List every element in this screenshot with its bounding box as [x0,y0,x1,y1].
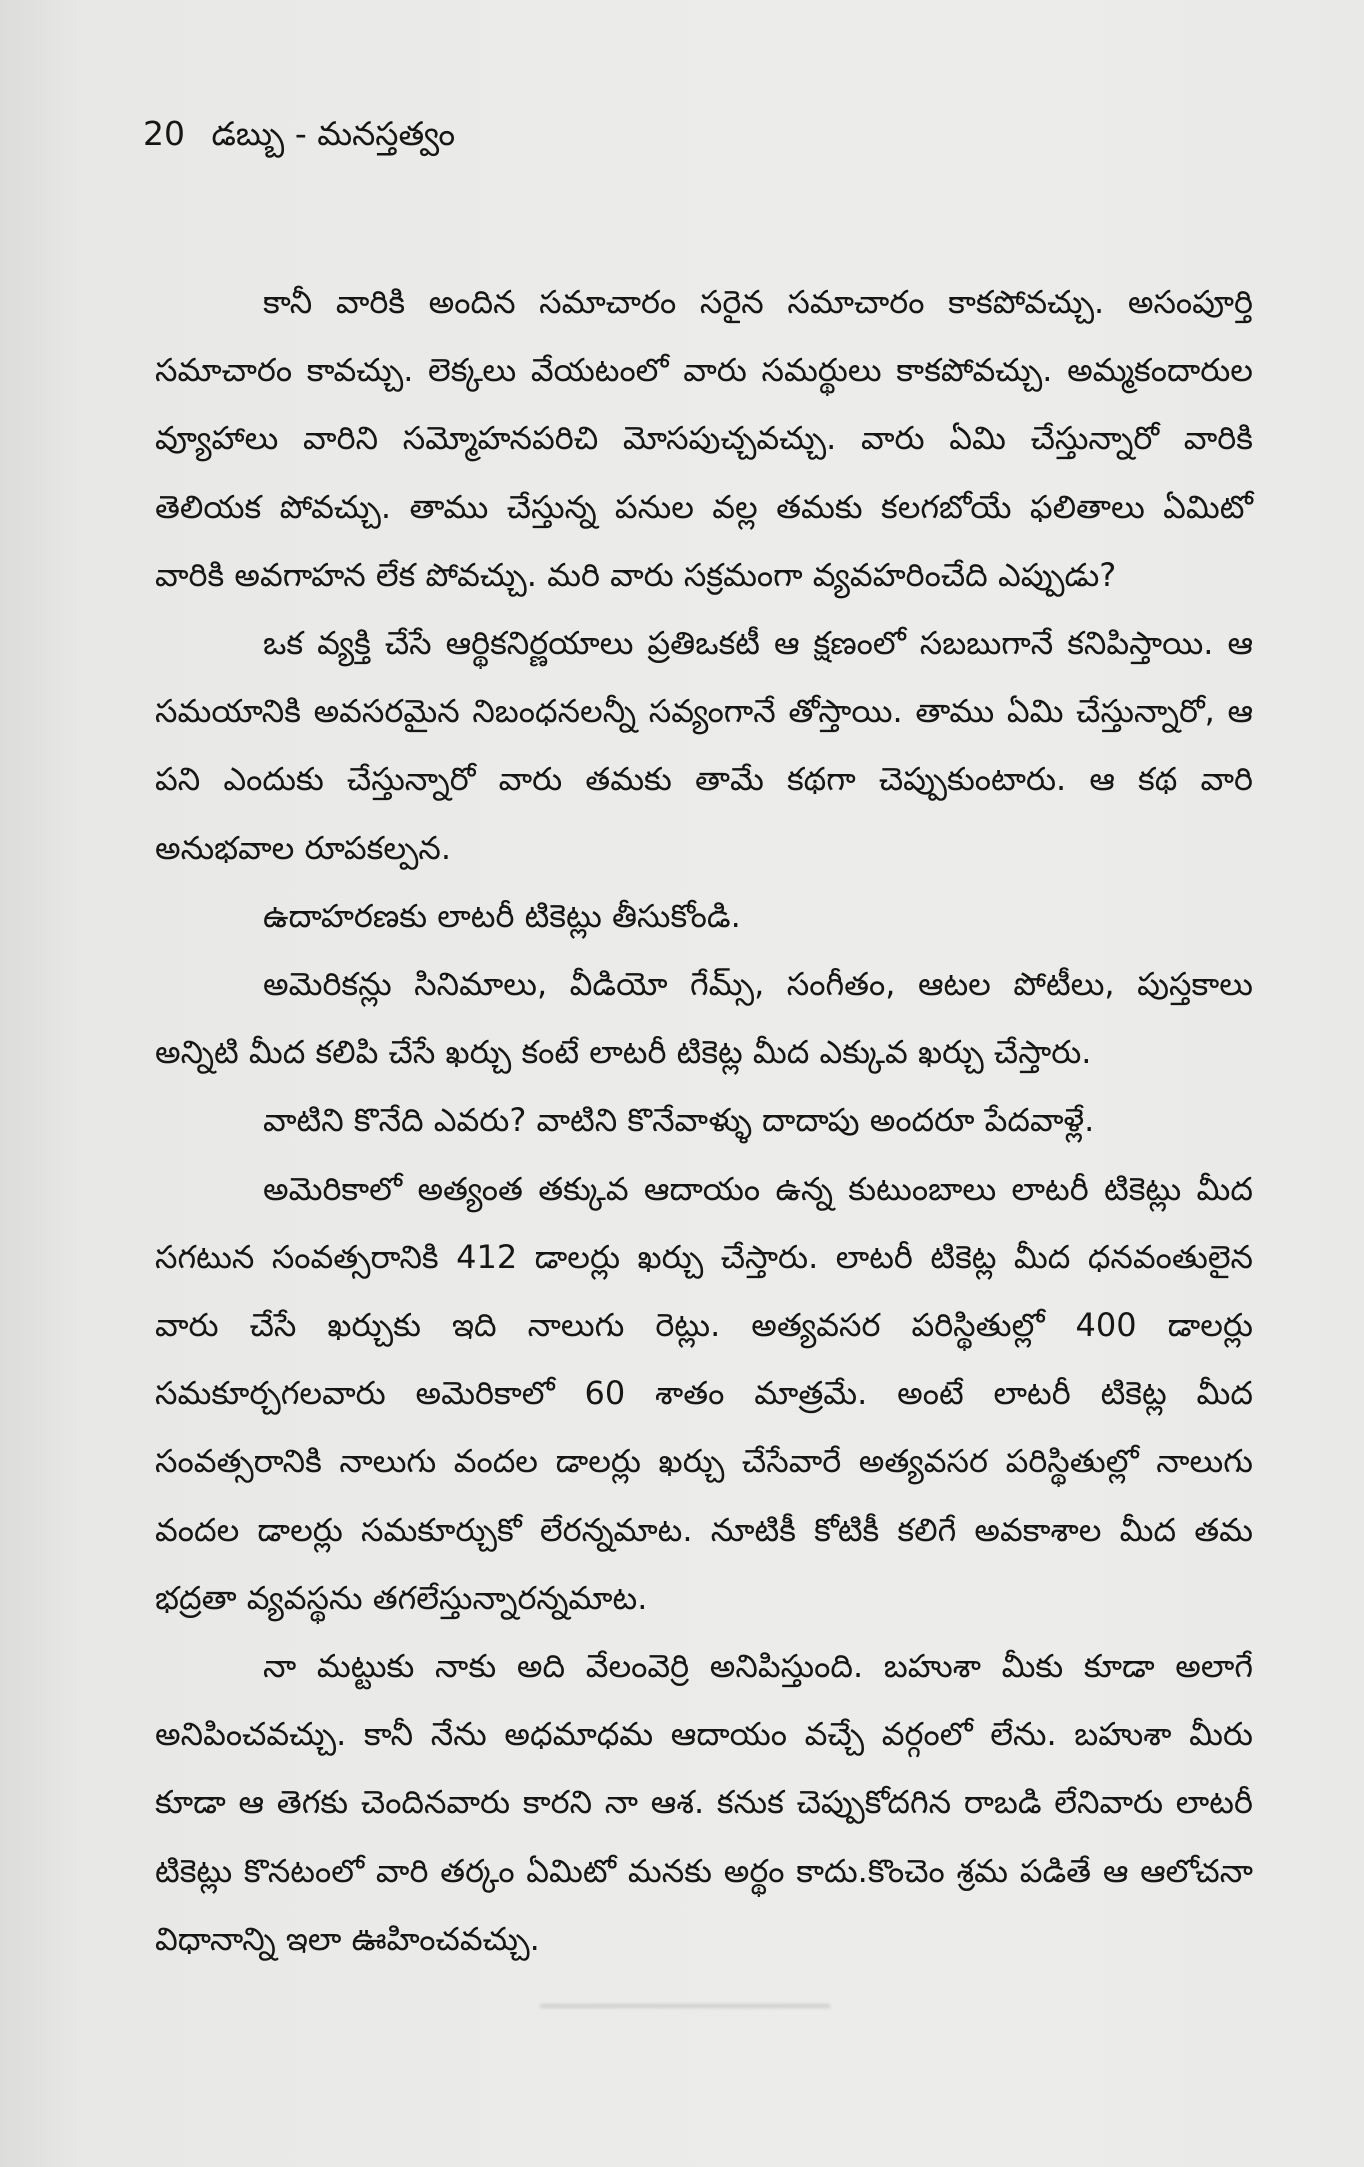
show-through-mark [540,2004,830,2008]
paragraph: అమెరికన్లు సినిమాలు, వీడియో గేమ్స్, సంగీతం, ఆటల పోటీలు, పుస్తకాలు అన్నిటి మీద కలిపి చేసే ఖర్చు కంటే లాటరీ టికెట్ల మీద ఎక్కువ ఖర్చు చేస్తారు. [155,965,1253,1072]
paragraph: కానీ వారికి అందిన సమాచారం సరైన సమాచారం కాకపోవచ్చు. అసంపూర్తి సమాచారం కావచ్చు. లెక్కలు వేయటంలో వారు సమర్థులు కాకపోవచ్చు. అమ్మకందారుల వ్యూహాలు వారిని సమ్మోహనపరిచి మోసపుచ్చవచ్చు. వారు ఏమి చేస్తున్నారో వారికి తెలియక పోవచ్చు. తాము చేస్తున్న పనుల వల్ల తమకు కలగబోయే ఫలితాలు ఏమిటో వారికి అవగాహన లేక పోవచ్చు. మరి వారు సక్రమంగా వ్యవహరించేది ఎప్పుడు? [155,283,1253,594]
paragraph: నా మట్టుకు నాకు అది వేలంవెర్రి అనిపిస్తుంది. బహుశా మీకు కూడా అలాగే అనిపించవచ్చు. కానీ నేను అధమాధమ ఆదాయం వచ్చే వర్గంలో లేను. బహుశా మీరు కూడా ఆ తెగకు చెందినవారు కారని నా ఆశ. కనుక చెప్పుకోదగిన రాబడి లేనివారు లాటరీ టికెట్లు కొనటంలో వారి తర్కం ఏమిటో మనకు అర్థం కాదు.కొంచెం శ్రమ పడితే ఆ ఆలోచనా విధానాన్ని ఇలా ఊహించవచ్చు. [155,1647,1253,1958]
chapter-title: డబ్బు - మనస్తత్వం [211,114,456,153]
paragraph: అమెరికాలో అత్యంత తక్కువ ఆదాయం ఉన్న కుటుంబాలు లాటరీ టికెట్లు మీద సగటున సంవత్సరానికి 412 డాలర్లు ఖర్చు చేస్తారు. లాటరీ టికెట్ల మీద ధనవంతులైన వారు చేసే ఖర్చుకు ఇది నాలుగు రెట్లు. అత్యవసర పరిస్థితుల్లో 400 డాలర్లు సమకూర్చగలవారు అమెరికాలో 60 శాతం మాత్రమే. అంటే లాటరీ టికెట్ల మీద సంవత్సరానికి నాలుగు వందల డాలర్లు ఖర్చు చేసేవారే అత్యవసర పరిస్థితుల్లో నాలుగు వందల డాలర్లు సమకూర్చుకో లేరన్నమాట. నూటికీ కోటికీ కలిగే అవకాశాల మీద తమ భద్రతా వ్యవస్థను తగలేస్తున్నారన్నమాట. [155,1169,1253,1617]
body-text [155,268,1253,1973]
running-header [143,112,455,156]
paragraph: ఒక వ్యక్తి చేసే ఆర్థికనిర్ణయాలు ప్రతిఒకటీ ఆ క్షణంలో సబబుగానే కనిపిస్తాయి. ఆ సమయానికి అవసరమైన నిబంధనలన్నీ సవ్యంగానే తోస్తాయి. తాము ఏమి చేస్తున్నారో, ఆ పని ఎందుకు చేస్తున్నారో వారు తమకు తామే కథగా చెప్పుకుంటారు. ఆ కథ వారి అనుభవాల రూపకల్పన. [155,624,1253,867]
page-number: 20 [143,114,185,153]
paragraph: వాటిని కొనేది ఎవరు? వాటిని కొనేవాళ్ళు దాదాపు అందరూ పేదవాళ్లే. [263,1101,1095,1140]
paragraph: ఉదాహరణకు లాటరీ టికెట్లు తీసుకోండి. [263,896,741,935]
